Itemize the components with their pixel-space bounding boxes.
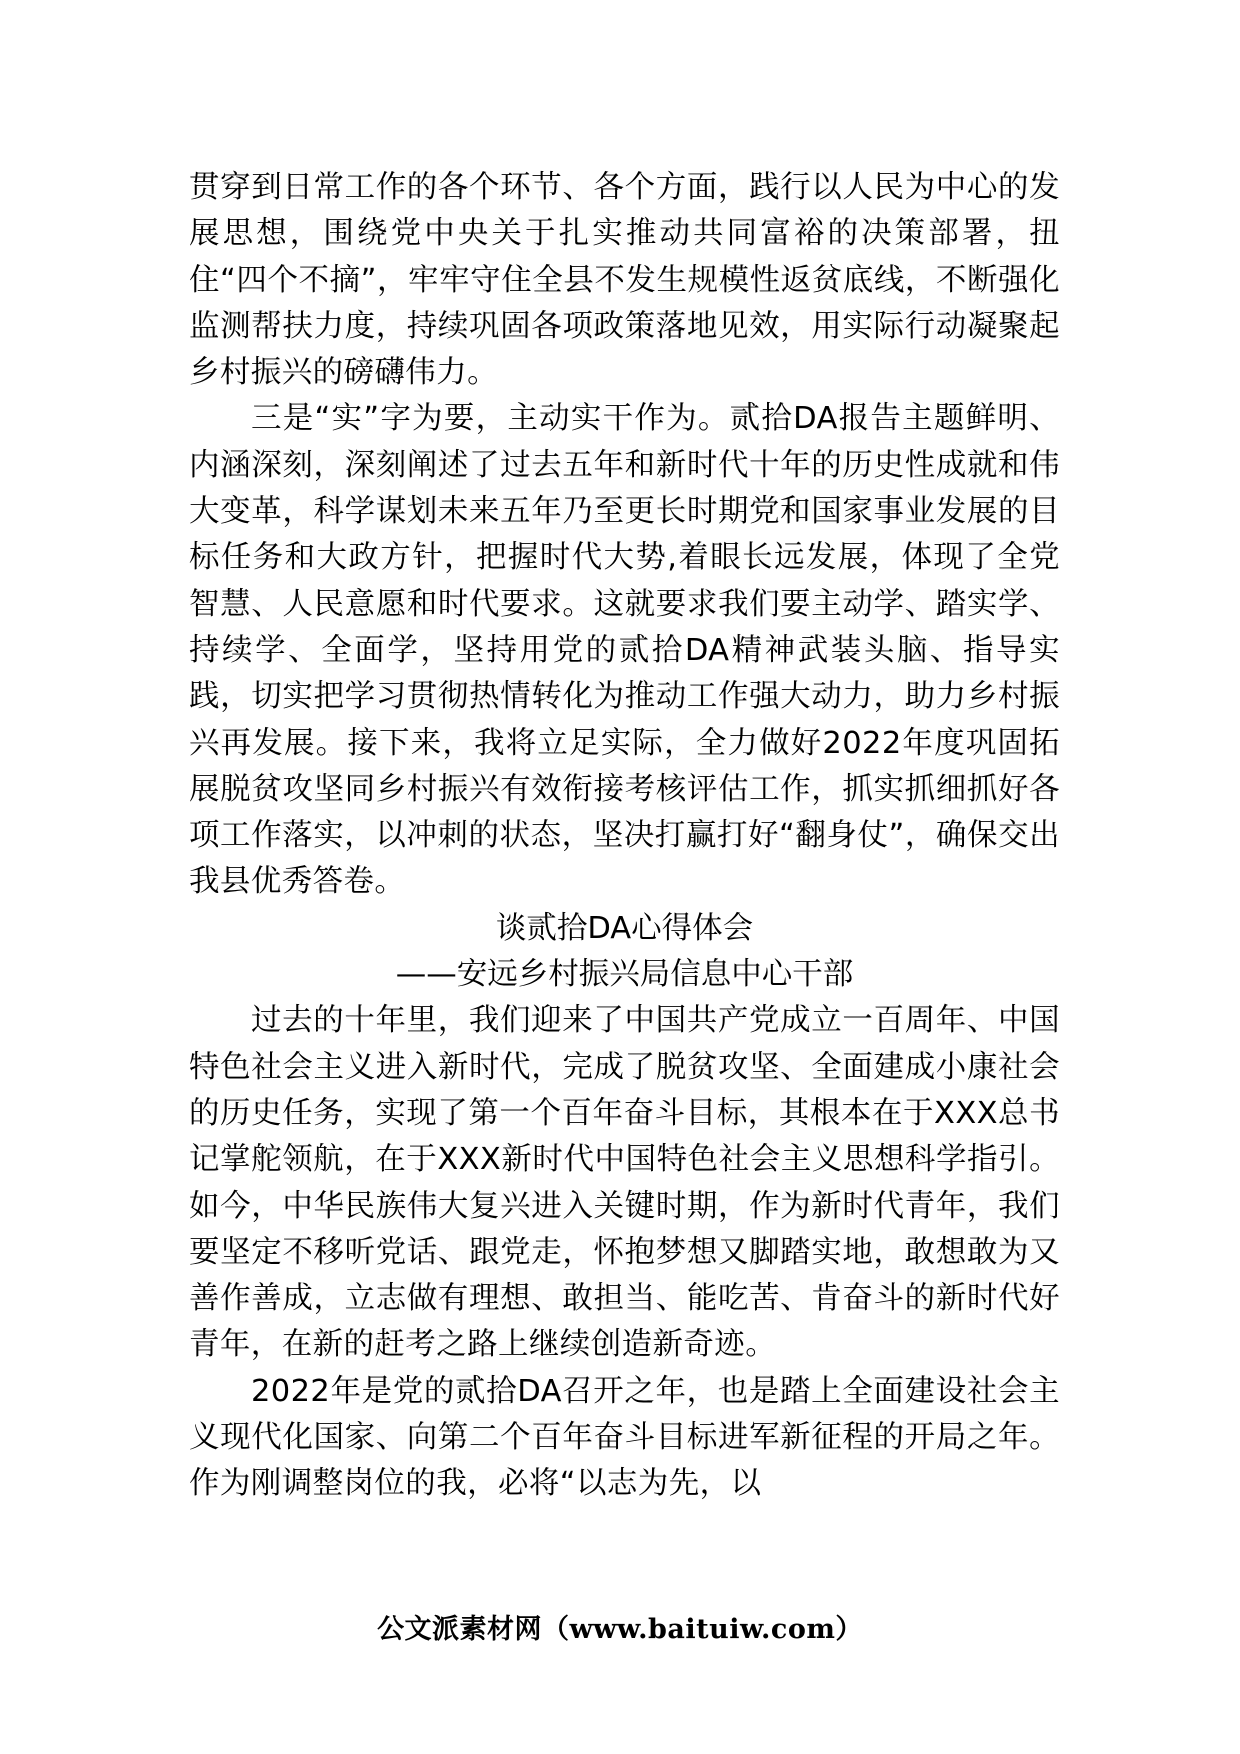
paragraph-past-decade: 过去的十年里，我们迎来了中国共产党成立一百周年、中国特色社会主义进入新时代，完成了脱贫攻坚、全面建成小康社会的历史任务，实现了第一个百年奋斗目标，其根本在于XXX总书记掌舵领航，在于XXX新时代中国特色社会主义思想科学指引。如今，中华民族伟大复兴进入关键时期，作为新时代青年，我们要坚定不移听党话、跟党走，怀抱梦想又脚踏实地，敢想敢为又善作善成，立志做有理想、敢担当、能吃苦、肯奋斗的新时代好青年，在新的赶考之路上继续创造新奇迹。 [189, 1003, 1060, 1363]
paragraph-continuation: 贯穿到日常工作的各个环节、各个方面，践行以人民为中心的发展思想，围绕党中央关于扎实推动共同富裕的决策部署，扭住“四个不摘”，牢牢守住全县不发生规模性返贫底线，不断强化监测帮扶力度，持续巩固各项政策落地见效，用实际行动凝聚起乡村振兴的磅礴伟力。 [189, 170, 1060, 391]
article-title: 谈贰拾DA心得体会 [495, 910, 754, 946]
document-body [189, 165, 1060, 1508]
page-footer-watermark: 公文派素材网（www.baituiw.com） [377, 1614, 863, 1645]
article-author-line: ——安远乡村振兴局信息中心干部 [395, 957, 854, 993]
paragraph-2022: 2022年是党的贰拾DA召开之年，也是踏上全面建设社会主义现代化国家、向第二个百年奋斗目标进军新征程的开局之年。作为刚调整岗位的我，必将“以志为先，以 [189, 1373, 1060, 1502]
paragraph-point-three: 三是“实”字为要，主动实干作为。贰拾DA报告主题鲜明、内涵深刻，深刻阐述了过去五年和新时代十年的历史性成就和伟大变革，科学谋划未来五年乃至更长时期党和国家事业发展的目标任务和大政方针，把握时代大势,着眼长远发展，体现了全党智慧、人民意愿和时代要求。这就要求我们要主动学、踏实学、持续学、全面学，坚持用党的贰拾DA精神武装头脑、指导实践，切实把学习贯彻热情转化为推动工作强大动力，助力乡村振兴再发展。接下来，我将立足实际，全力做好2022年度巩固拓展脱贫攻坚同乡村振兴有效衔接考核评估工作，抓实抓细抓好各项工作落实，以冲刺的状态，坚决打赢打好“翻身仗”，确保交出我县优秀答卷。 [189, 401, 1060, 900]
